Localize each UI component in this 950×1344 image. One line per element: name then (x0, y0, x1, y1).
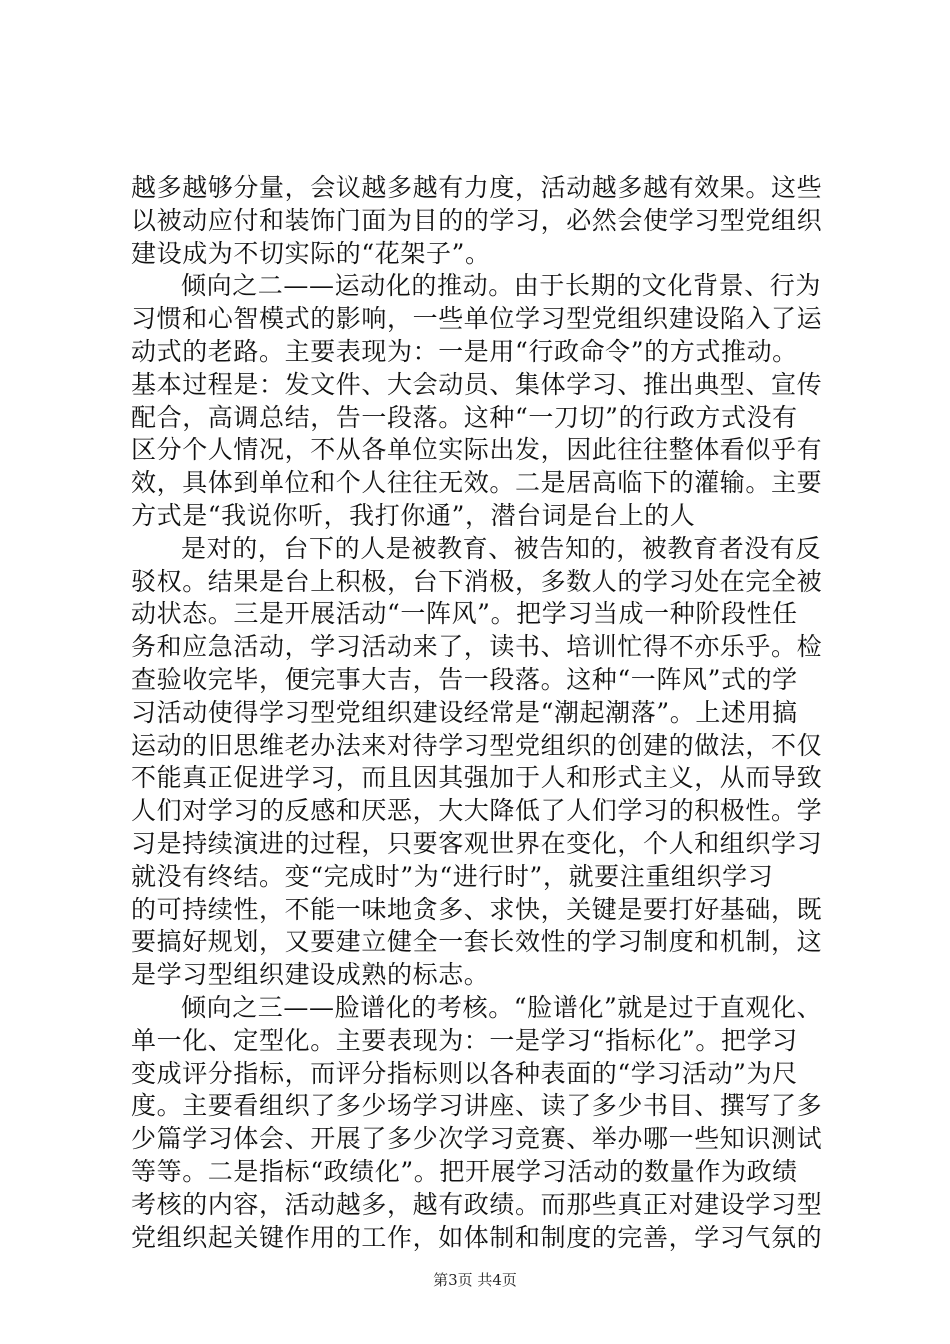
text-line: 习惯和心智模式的影响，一些单位学习型党组织建设陷入了运 (131, 304, 823, 334)
text-line: 建设成为不切实际的“花架子”。 (131, 238, 491, 268)
text-line: 少篇学习体会、开展了多少次学习竞赛、举办哪一些知识测试 (131, 1124, 823, 1154)
text-line: 查验收完毕，便完事大吉，告一段落。这种“一阵风”式的学 (131, 664, 798, 694)
text-line: 运动的旧思维老办法来对待学习型党组织的创建的做法，不仅 (131, 730, 823, 760)
paragraph-start-line: 倾向之二——运动化的推动。由于长期的文化背景、行为 (181, 271, 822, 301)
text-line: 动式的老路。主要表现为：一是用“行政命令”的方式推动。 (131, 336, 798, 366)
text-line: 就没有终结。变“完成时”为“进行时”，就要注重组织学习 (131, 861, 774, 891)
paragraph-start-line: 是对的，台下的人是被教育、被告知的，被教育者没有反 (181, 533, 822, 563)
text-line: 越多越够分量，会议越多越有力度，活动越多越有效果。这些 (131, 173, 823, 202)
paragraph-start-line: 倾向之三——脸谱化的考核。“脸谱化”就是过于直观化、 (181, 992, 823, 1022)
text-line: 党组织起关键作用的工作，如体制和制度的完善，学习气氛的 (131, 1222, 823, 1252)
text-line: 以被动应付和装饰门面为目的的学习，必然会使学习型党组织 (131, 205, 823, 235)
text-line: 动状态。三是开展活动“一阵风”。把学习当成一种阶段性任 (131, 599, 798, 629)
text-line: 方式是“我说你听，我打你通”，潜台词是台上的人 (131, 500, 696, 530)
text-line: 配合，高调总结，告一段落。这种“一刀切”的行政方式没有 (131, 402, 798, 432)
text-line: 区分个人情况，不从各单位实际出发，因此往往整体看似乎有 (131, 435, 823, 465)
text-line: 基本过程是：发文件、大会动员、集体学习、推出典型、宣传 (131, 369, 823, 399)
text-line: 要搞好规划，又要建立健全一套长效性的学习制度和机制，这 (131, 927, 823, 957)
text-line: 务和应急活动，学习活动来了，读书、培训忙得不亦乐乎。检 (131, 632, 823, 662)
text-line: 效，具体到单位和个人往往无效。二是居高临下的灌输。主要 (131, 468, 823, 498)
text-line: 的可持续性，不能一味地贪多、求快，关键是要打好基础，既 (131, 894, 823, 924)
text-line: 单一化、定型化。主要表现为：一是学习“指标化”。把学习 (131, 1025, 798, 1055)
text-line: 考核的内容，活动越多，越有政绩。而那些真正对建设学习型 (131, 1189, 823, 1219)
page-number: 第3页 共4页 (433, 1271, 517, 1289)
text-line: 驳权。结果是台上积极，台下消极，多数人的学习处在完全被 (131, 566, 823, 596)
text-line: 人们对学习的反感和厌恶，大大降低了人们学习的积极性。学 (131, 796, 823, 826)
text-line: 是学习型组织建设成熟的标志。 (131, 960, 490, 990)
text-line: 不能真正促进学习，而且因其强加于人和形式主义，从而导致 (131, 763, 823, 793)
document-body (131, 172, 831, 1254)
text-line: 变成评分指标，而评分指标则以各种表面的“学习活动”为尺 (131, 1058, 798, 1088)
page-footer (0, 1270, 950, 1290)
text-line: 等等。二是指标“政绩化”。把开展学习活动的数量作为政绩 (131, 1156, 798, 1186)
text-line: 习活动使得学习型党组织建设经常是“潮起潮落”。上述用搞 (131, 697, 798, 727)
text-line: 习是持续演进的过程，只要客观世界在变化，个人和组织学习 (131, 828, 823, 858)
text-line: 度。主要看组织了多少场学习讲座、读了多少书目、撰写了多 (131, 1091, 823, 1121)
